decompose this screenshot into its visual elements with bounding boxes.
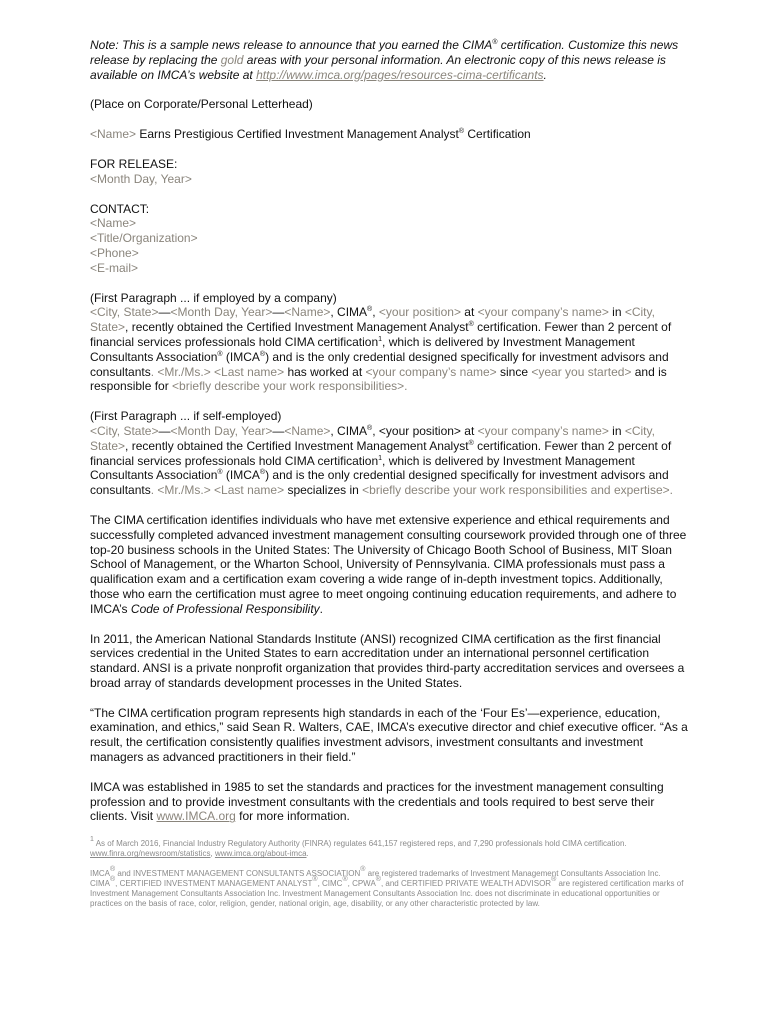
paragraph-self-employed: (First Paragraph ... if self-employed) <City, State>—<Month Day, Year>—<Name>, CIMA®, <your position> at <your company’s name> in <City, State>, recently obtained the Certified Investment Management Analyst® certification. Fewer than 2 percent of financial services professionals hold CIMA certification$^1$, which is delivered by Investment Management Consultants Association® (IMCA®) and is the only credential designed specifically for investment advisors and consultants. <Mr./Ms.> <Last name> specializes in <briefly describe your work responsibilities and expertise>.	[90, 409, 673, 498]
document-page	[90, 38, 690, 909]
paragraph-quote: “The CIMA certification program represents high standards in each of the ‘Four Es’—experience, education, examination, and ethics,” said Sean R. Walters, CAE, IMCA’s executive director and chief executive officer. “As a result, the certification consistently qualifies investment advisors, investment consultants and investment managers as advanced practitioners in their field.”	[90, 705, 688, 765]
footnote: $^1$ As of March 2016, Financial Industry Regulatory Authority (FINRA) regulates 641,157 registered reps, and 7,290 professionals hold CIMA certification. www.finra.org/newsroom/statistics, www.imca.org/about-imca.	[90, 836, 627, 859]
paragraph-employed: (First Paragraph ... if employed by a company) <City, State>—<Month Day, Year>—<Name>, CIMA®, <your position> at <your company’s name> in <City, State>, recently obtained the Certified Investment Management Analyst® certification. Fewer than 2 percent of financial services professionals hold CIMA certification$^1$, which is delivered by Investment Management Consultants Association® (IMCA®) and is the only credential designed specifically for investment advisors and consultants. <Mr./Ms.> <Last name> has worked at <your company’s name> since <year you started> and is responsible for <briefly describe your work responsibilities>.	[90, 290, 672, 394]
gold-highlight: gold	[220, 52, 244, 67]
trademark-notice: IMCA® and INVESTMENT MANAGEMENT CONSULTANTS ASSOCIATION® are registered trademarks of Investment Management Consultants Association Inc. CIMA®, CERTIFIED INVESTMENT MANAGEMENT ANALYST®, CIMC®, CPWA®, and CERTIFIED PRIVATE WEALTH ADVISOR® are registered certification marks of Investment Management Consultants Association Inc. Investment Management Consultants Association Inc. does not discriminate in educational opportunities or practices on the basis of race, color, religion, gender, national origin, age, disability, or any other characteristic protected by law.	[90, 866, 684, 909]
paragraph-cima-description: The CIMA certification identifies individuals who have met extensive experience and ethical requirements and successfully completed advanced investment management consulting coursework provided through one of three top-20 business schools in the United States: The University of Chicago Booth School of Business, MIT Sloan School of Management, or the Wharton School, University of Pennsylvania. CIMA professionals must pass a qualification exam and a certification exam covering a wide range of in-depth investment topics. Additionally, those who earn the certification must agree to meet ongoing continuing education requirements, and adhere to IMCA’s Code of Professional Responsibility.	[90, 512, 687, 616]
paragraph-imca: IMCA was established in 1985 to set the standards and practices for the investment management consulting profession and to provide investment consultants with the credentials and tools required to best serve their clients. Visit www.IMCA.org for more information.	[90, 779, 664, 824]
imca-website-link[interactable]: www.IMCA.org	[156, 809, 236, 824]
release-date: <Month Day, Year>	[90, 171, 192, 186]
release-block: FOR RELEASE: <Month Day, Year>	[90, 156, 192, 186]
headline: <Name> Earns Prestigious Certified Investment Management Analyst® Certification	[90, 127, 531, 142]
imca-resources-link[interactable]: http://www.imca.org/pages/resources-cima-certificants	[256, 67, 544, 82]
instruction-note: Note: This is a sample news release to announce that you earned the CIMA® certification. Customize this news release by replacing the gold areas with your personal information. An electronic copy of this news release is available on IMCA’s website at http://www.imca.org/pages/resources-cima-certificants.	[90, 38, 679, 82]
imca-about-link[interactable]: www.imca.org/about-imca	[214, 849, 307, 859]
paragraph-ansi: In 2011, the American National Standards Institute (ANSI) recognized CIMA certification as the first financial services credential in the United States to earn accreditation under an international personnel certification standard. ANSI is a private nonprofit organization that provides third-party accreditation services and oversees a broad array of standards development processes in the United States.	[90, 631, 685, 690]
contact-block: CONTACT: <Name> <Title/Organization> <Phone> <E-mail>	[90, 201, 198, 275]
letterhead-placeholder: (Place on Corporate/Personal Letterhead)	[90, 97, 313, 112]
finra-link[interactable]: www.finra.org/newsroom/statistics	[90, 849, 211, 859]
